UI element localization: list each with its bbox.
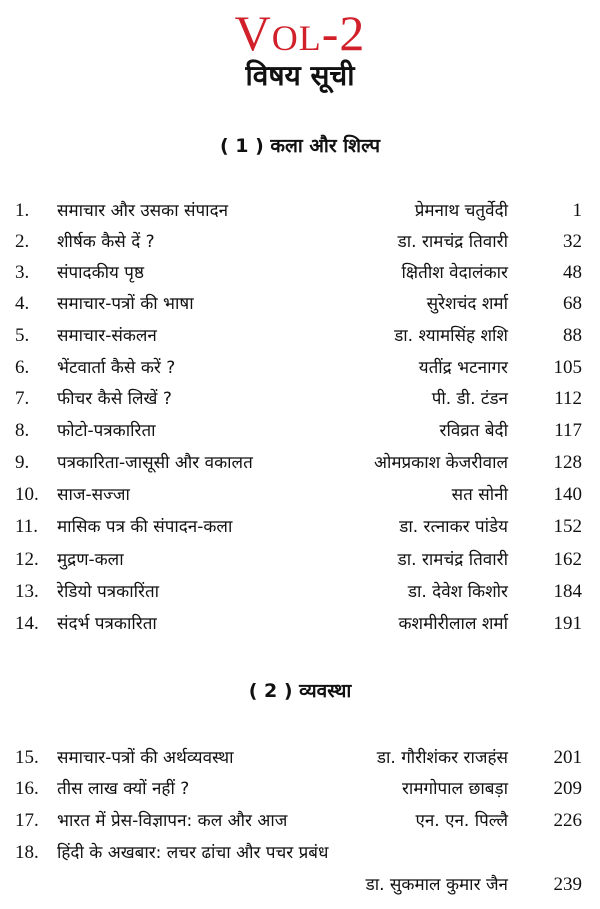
entry-author: पी. डी. टंडन bbox=[431, 389, 508, 409]
entry-title: फीचर कैसे लिखें ? bbox=[57, 389, 172, 409]
volume-heading bbox=[0, 6, 600, 65]
entry-page: 128 bbox=[553, 452, 582, 473]
entry-title: संदर्भ पत्रकारिता bbox=[57, 614, 157, 634]
entry-number: 1. bbox=[15, 200, 30, 221]
entry-title: रेडियो पत्रकारिंता bbox=[57, 582, 160, 602]
entry-title: तीस लाख क्यों नहीं ? bbox=[57, 779, 190, 799]
entry-number: 5. bbox=[15, 325, 30, 346]
volume-heading-number: -2 bbox=[321, 5, 366, 61]
entry-number: 17. bbox=[15, 810, 39, 831]
entry-number: 9. bbox=[15, 452, 30, 473]
entry-title: शीर्षक कैसे दें ? bbox=[57, 232, 155, 252]
entry-page: 162 bbox=[553, 549, 582, 570]
toc-entry-continuation bbox=[0, 870, 600, 900]
toc-entry bbox=[0, 384, 600, 414]
entry-author: रविव्रत बेदी bbox=[439, 421, 508, 441]
entry-number: 7. bbox=[15, 388, 30, 409]
entry-title: मुद्रण-कला bbox=[57, 550, 124, 570]
entry-author: ओमप्रकाश केजरीवाल bbox=[373, 453, 508, 473]
entry-page: 117 bbox=[554, 420, 582, 441]
entry-author: डा. रामचंद्र तिवारी bbox=[397, 550, 508, 570]
entry-number: 18. bbox=[15, 842, 39, 863]
entry-author: यतींद्र भटनागर bbox=[418, 358, 508, 378]
entry-title: हिंदी के अखबार: लचर ढांचा और पचर प्रबंध bbox=[57, 843, 329, 863]
entry-author: डा. श्यामसिंह शशि bbox=[394, 326, 508, 346]
toc-entry bbox=[0, 321, 600, 351]
toc-entry bbox=[0, 289, 600, 319]
entry-page: 48 bbox=[563, 262, 582, 283]
entry-title: साज-सज्जा bbox=[57, 485, 130, 505]
entry-number: 13. bbox=[15, 581, 39, 602]
toc-entry bbox=[0, 577, 600, 607]
entry-title: संपादकीय पृष्ठ bbox=[57, 263, 144, 283]
entry-number: 8. bbox=[15, 420, 30, 441]
entry-author: प्रेमनाथ चतुर्वेदी bbox=[414, 201, 508, 221]
entry-page: 201 bbox=[553, 747, 582, 768]
toc-entry bbox=[0, 545, 600, 575]
entry-page: 140 bbox=[553, 484, 582, 505]
entry-page: 1 bbox=[572, 200, 582, 221]
entry-author: सत सोनी bbox=[451, 485, 508, 505]
toc-entry bbox=[0, 448, 600, 478]
entry-number: 6. bbox=[15, 357, 30, 378]
toc-entry bbox=[0, 480, 600, 510]
entry-author: डा. देवेश किशोर bbox=[407, 582, 508, 602]
toc-entry bbox=[0, 774, 600, 804]
entry-page: 88 bbox=[563, 325, 582, 346]
volume-heading-smallcaps: OL bbox=[271, 18, 322, 58]
section-heading-2: ( 2 ) व्यवस्था bbox=[248, 680, 352, 702]
toc-entry bbox=[0, 258, 600, 288]
entry-page: 112 bbox=[554, 388, 582, 409]
entry-number: 3. bbox=[15, 262, 30, 283]
entry-number: 10. bbox=[15, 484, 39, 505]
volume-heading-initial: V bbox=[234, 5, 272, 61]
toc-entry bbox=[0, 416, 600, 446]
entry-author: डा. रत्नाकर पांडेय bbox=[399, 517, 508, 537]
entry-author: डा. गौरीशंकर राजहंस bbox=[376, 748, 508, 768]
entry-title: फोटो-पत्रकारिता bbox=[57, 421, 156, 441]
entry-author: कशमीरीलाल शर्मा bbox=[398, 614, 508, 634]
entry-author: डा. सुकमाल कुमार जैन bbox=[365, 875, 508, 895]
entry-number: 16. bbox=[15, 778, 39, 799]
toc-entry bbox=[0, 743, 600, 773]
entry-title: समाचार और उसका संपादन bbox=[57, 201, 229, 221]
entry-page: 191 bbox=[553, 613, 582, 634]
entry-number: 2. bbox=[15, 231, 30, 252]
entry-title: समाचार-पत्रों की अर्थव्यवस्था bbox=[57, 748, 234, 768]
toc-entry bbox=[0, 196, 600, 226]
entry-title: पत्रकारिता-जासूसी और वकालत bbox=[57, 453, 253, 473]
entry-number: 12. bbox=[15, 549, 39, 570]
entry-author: सुरेशचंद शर्मा bbox=[426, 294, 508, 314]
entry-title: मासिक पत्र की संपादन-कला bbox=[57, 517, 233, 537]
toc-entry bbox=[0, 227, 600, 257]
entry-number: 14. bbox=[15, 613, 39, 634]
entry-title: समाचार-संकलन bbox=[57, 326, 157, 346]
toc-entry bbox=[0, 609, 600, 639]
entry-page: 209 bbox=[553, 778, 582, 799]
entry-page: 152 bbox=[553, 516, 582, 537]
entry-page: 239 bbox=[553, 874, 582, 895]
entry-page: 184 bbox=[553, 581, 582, 602]
entry-page: 68 bbox=[563, 293, 582, 314]
entry-number: 4. bbox=[15, 293, 30, 314]
toc-entry bbox=[0, 353, 600, 383]
entry-number: 11. bbox=[15, 516, 39, 537]
entry-title: समाचार-पत्रों की भाषा bbox=[57, 294, 194, 314]
entry-author: रामगोपाल छाबड़ा bbox=[401, 779, 508, 799]
toc-entry bbox=[0, 806, 600, 836]
toc-entry bbox=[0, 838, 600, 868]
page-title: विषय सूची bbox=[245, 59, 355, 92]
entry-page: 226 bbox=[553, 810, 582, 831]
entry-page: 32 bbox=[563, 231, 582, 252]
toc-entry bbox=[0, 512, 600, 542]
entry-title: भेंटवार्ता कैसे करें ? bbox=[57, 358, 176, 378]
entry-page: 105 bbox=[553, 357, 582, 378]
entry-title: भारत में प्रेस-विज्ञापन: कल और आज bbox=[57, 811, 288, 831]
entry-author: एन. एन. पिल्लै bbox=[415, 811, 508, 831]
entry-author: डा. रामचंद्र तिवारी bbox=[397, 232, 508, 252]
entry-number: 15. bbox=[15, 747, 39, 768]
entry-author: क्षितीश वेदालंकार bbox=[401, 263, 508, 283]
section-heading-1: ( 1 ) कला और शिल्प bbox=[219, 135, 381, 157]
